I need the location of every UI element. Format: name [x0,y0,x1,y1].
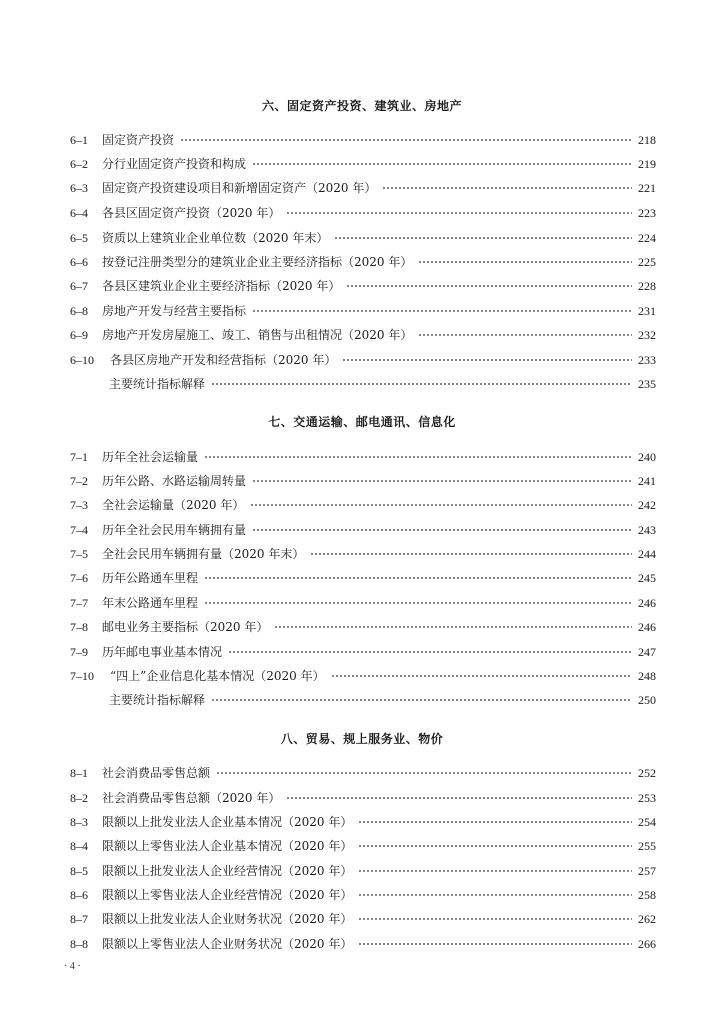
entry-title: 限额以上零售业法人企业财务状况（2020 年） [102,937,353,951]
dot-leader [286,210,632,216]
entry-title: 固定资产投资建设项目和新增固定资产（2020 年） [102,181,377,195]
toc-entry[interactable] [70,886,656,904]
entry-page: 255 [638,839,656,853]
dot-leader [342,357,632,363]
toc-entry[interactable] [70,667,656,685]
dot-leader [204,454,632,460]
entry-title: 主要统计指标解释 [109,693,206,707]
entry-number: 7–10 [70,669,94,683]
entry-page: 235 [638,377,656,391]
entry-number: 7–3 [70,498,88,512]
entry-title: 历年公路、水路运输周转量 [102,474,247,488]
entry-number: 6–8 [70,304,88,318]
entry-page: 233 [638,353,656,367]
entry-title: 历年邮电事业基本情况 [102,645,223,659]
section-heading-7: 七、交通运输、邮电通讯、信息化 [268,415,456,429]
entry-page: 254 [638,815,656,829]
entry-page: 223 [638,206,656,220]
toc-entry[interactable] [70,813,656,831]
entry-title: 各县区建筑业企业主要经济指标（2020 年） [102,279,341,293]
entry-number: 6–3 [70,181,88,195]
entry-number: 7–2 [70,474,88,488]
dot-leader [418,332,632,338]
entry-number: 8–2 [70,791,88,805]
entry-number: 8–7 [70,912,88,926]
entry-page: 224 [638,231,656,245]
dot-leader [358,892,632,898]
toc-entry[interactable] [70,764,656,782]
entry-title: 限额以上批发业法人企业基本情况（2020 年） [102,815,353,829]
entry-number: 6–2 [70,157,88,171]
entry-title: 历年公路通车里程 [102,571,199,585]
entry-page: 231 [638,304,656,318]
toc-entry[interactable] [70,253,656,271]
entry-number: 8–1 [70,766,88,780]
dot-leader [358,868,632,874]
section-heading-8: 八、贸易、规上服务业、物价 [280,732,444,746]
toc-entry[interactable] [70,618,656,636]
toc-entry[interactable] [70,935,656,953]
toc-entry[interactable] [70,789,656,807]
dot-leader [252,527,632,533]
dot-leader [274,624,632,630]
toc-entry[interactable] [70,837,656,855]
toc-entry-notes[interactable] [70,691,656,709]
toc-entry[interactable] [70,302,656,320]
dot-leader [382,185,632,191]
entry-page: 257 [638,864,656,878]
entry-page: 246 [638,596,656,610]
entry-number: 7–6 [70,571,88,585]
toc-entry[interactable] [70,229,656,247]
entry-number: 6–6 [70,255,88,269]
entry-page: 246 [638,620,656,634]
dot-leader [346,283,632,289]
entry-title: 限额以上批发业法人企业财务状况（2020 年） [102,912,353,926]
toc-entry[interactable] [70,521,656,539]
footer-page-number: · 4 · [64,961,81,972]
dot-leader [252,161,632,167]
entry-number: 8–8 [70,937,88,951]
entry-page: 252 [638,766,656,780]
entry-page: 243 [638,523,656,537]
entry-title: 全社会运输量（2020 年） [102,498,245,512]
dot-leader [358,843,632,849]
toc-entry[interactable] [70,351,656,369]
toc-entry[interactable] [70,277,656,295]
toc-entry[interactable] [70,594,656,612]
entry-title: 历年全社会运输量 [102,450,199,464]
entry-number: 6–10 [70,353,94,367]
dot-leader [204,575,632,581]
dot-leader [286,795,632,801]
toc-entry[interactable] [70,496,656,514]
dot-leader [358,916,632,922]
entry-number: 7–4 [70,523,88,537]
entry-title: 社会消费品零售总额（2020 年） [102,791,281,805]
entry-title: 年末公路通车里程 [102,596,199,610]
dot-leader [211,381,632,387]
dot-leader [204,600,632,606]
entry-title: 固定资产投资 [102,133,175,147]
entry-page: 242 [638,498,656,512]
entry-title: 全社会民用车辆拥有量（2020 年末） [102,547,305,561]
entry-number: 6–7 [70,279,88,293]
entry-page: 247 [638,645,656,659]
entry-page: 228 [638,279,656,293]
entry-number: 6–4 [70,206,88,220]
entry-page: 258 [638,888,656,902]
toc-entry[interactable] [70,326,656,344]
entry-title: 房地产开发与经营主要指标 [102,304,247,318]
dot-leader [228,649,632,655]
entry-page: 266 [638,937,656,951]
entry-page: 232 [638,328,656,342]
toc-entry[interactable] [70,448,656,466]
entry-number: 8–5 [70,864,88,878]
entry-title: 资质以上建筑业企业单位数（2020 年末） [102,231,329,245]
entry-title: 限额以上零售业法人企业基本情况（2020 年） [102,839,353,853]
entry-page: 218 [638,133,656,147]
dot-leader [358,819,632,825]
entry-title: 限额以上零售业法人企业经营情况（2020 年） [102,888,353,902]
entry-title: 房地产开发房屋施工、竣工、销售与出租情况（2020 年） [102,328,413,342]
entry-page: 221 [638,181,656,195]
entry-title: 主要统计指标解释 [109,377,206,391]
toc-entry[interactable] [70,910,656,928]
toc-entry[interactable] [70,204,656,222]
toc-entry[interactable] [70,545,656,563]
entry-title: 限额以上批发业法人企业经营情况（2020 年） [102,864,353,878]
entry-page: 244 [638,547,656,561]
entry-page: 241 [638,474,656,488]
entry-title: 各县区固定资产投资（2020 年） [102,206,281,220]
toc-entry[interactable] [70,131,656,149]
entry-title: 按登记注册类型分的建筑业企业主要经济指标（2020 年） [102,255,413,269]
dot-leader [252,308,632,314]
entry-number: 6–1 [70,133,88,147]
dot-leader [211,697,632,703]
toc-entry[interactable] [70,179,656,197]
entry-page: 240 [638,450,656,464]
entry-page: 262 [638,912,656,926]
entry-number: 6–5 [70,231,88,245]
entry-number: 8–6 [70,888,88,902]
entry-number: 7–7 [70,596,88,610]
toc-entry[interactable] [70,643,656,661]
entry-number: 6–9 [70,328,88,342]
entry-title: 社会消费品零售总额 [102,766,211,780]
dot-leader [334,235,632,241]
toc-entry[interactable] [70,862,656,880]
dot-leader [252,478,632,484]
toc-entry[interactable] [70,472,656,490]
entry-page: 219 [638,157,656,171]
toc-entry[interactable] [70,569,656,587]
entry-title: “四上”企业信息化基本情况（2020 年） [110,669,325,683]
entry-page: 248 [638,669,656,683]
dot-leader [250,502,632,508]
entry-title: 邮电业务主要指标（2020 年） [102,620,269,634]
entry-page: 253 [638,791,656,805]
dot-leader [310,551,632,557]
entry-number: 8–3 [70,815,88,829]
entry-page: 245 [638,571,656,585]
entry-number: 7–5 [70,547,88,561]
section-heading-6: 六、固定资产投资、建筑业、房地产 [261,99,462,113]
entry-title: 分行业固定资产投资和构成 [102,157,247,171]
entry-number: 7–1 [70,450,88,464]
toc-entry[interactable] [70,155,656,173]
entry-page: 250 [638,693,656,707]
dot-leader [180,137,632,143]
entry-number: 7–9 [70,645,88,659]
entry-page: 225 [638,255,656,269]
dot-leader [331,673,632,679]
entry-title: 历年全社会民用车辆拥有量 [102,523,247,537]
toc-entry-notes[interactable] [70,375,656,393]
dot-leader [358,941,632,947]
dot-leader [216,770,632,776]
dot-leader [418,259,632,265]
entry-title: 各县区房地产开发和经营指标（2020 年） [110,353,337,367]
entry-number: 8–4 [70,839,88,853]
entry-number: 7–8 [70,620,88,634]
